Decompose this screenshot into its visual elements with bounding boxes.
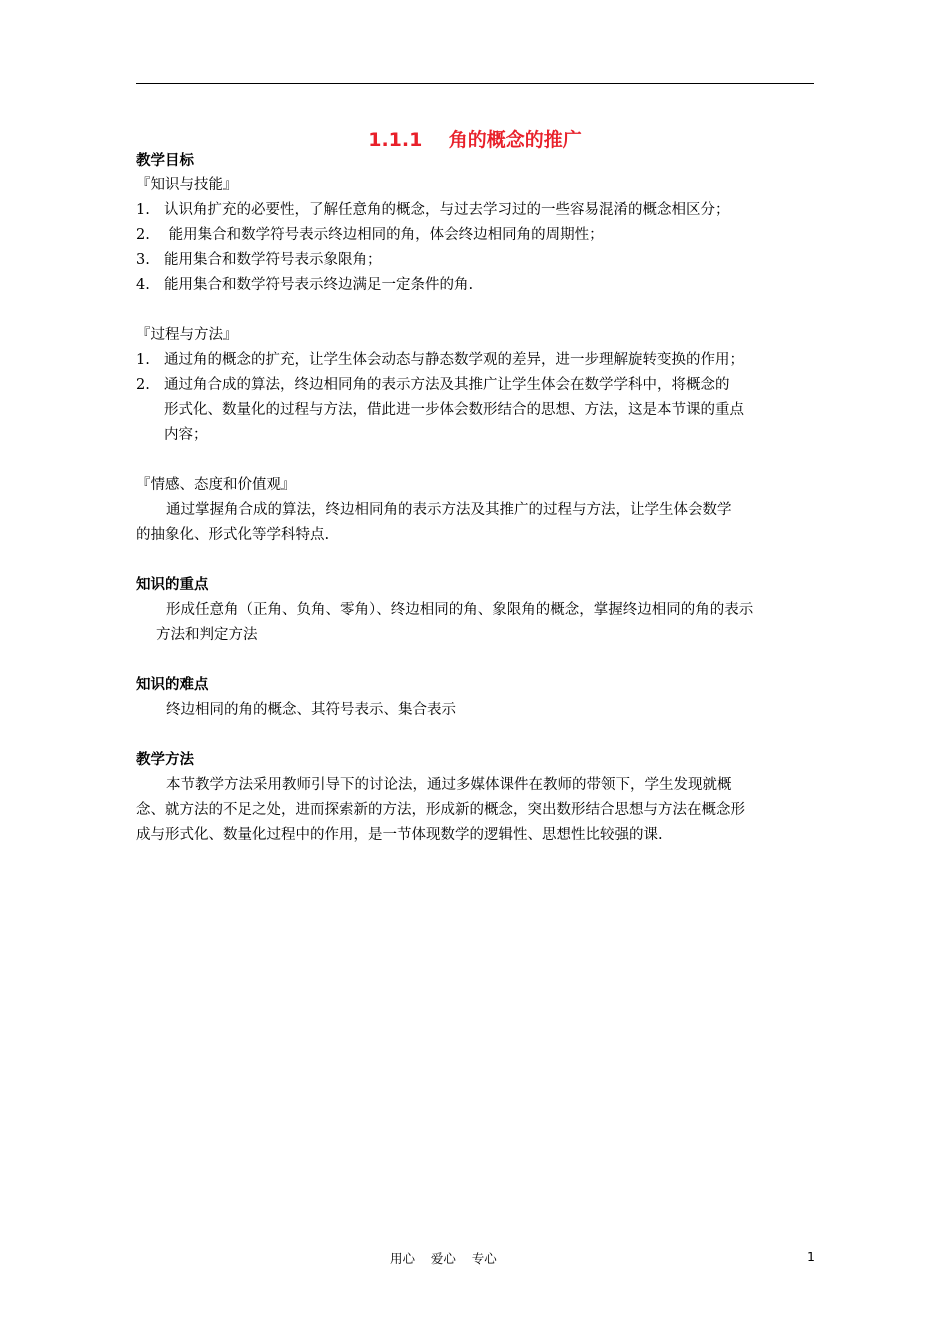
knowledge-item [136,225,604,245]
page-footer: 用心 爱心 专心 [390,1251,497,1266]
page-title: 1.1.1 角的概念的推广 [368,129,582,151]
item-text: 能用集合和数学符号表示象限角； [164,252,382,268]
key-points-line: 形成任意角（正角、负角、零角）、终边相同的角、象限角的概念，掌握终边相同的角的表示 [166,602,754,618]
emotion-paragraph-line: 通过掌握角合成的算法，终边相同角的表示方法及其推广的过程与方法，让学生体会数学 [166,502,732,518]
process-item-continuation: 形式化、数量化的过程与方法，借此进一步体会数形结合的思想、方法，这是本节课的重点 [164,402,744,418]
goals-heading: 教学目标 [136,153,194,169]
key-points-line: 方法和判定方法 [156,627,258,643]
process-item [136,375,730,395]
emotion-paragraph-line: 的抽象化、形式化等学科特点. [136,527,330,543]
process-item-continuation: 内容； [164,427,208,443]
item-number: 2. [136,377,150,393]
process-item [136,350,744,370]
item-number: 1. [136,352,150,368]
knowledge-item [136,275,473,295]
knowledge-label: 『知识与技能』 [136,177,238,193]
item-text: 认识角扩充的必要性，了解任意角的概念，与过去学习过的一些容易混淆的概念相区分； [164,202,730,218]
item-number: 2. [136,227,150,243]
header-rule [136,83,814,84]
item-text: 通过角的概念的扩充，让学生体会动态与静态数学观的差异，进一步理解旋转变换的作用； [164,352,744,368]
difficulties-line: 终边相同的角的概念、其符号表示、集合表示 [166,702,456,718]
knowledge-item [136,200,730,220]
emotion-label: 『情感、态度和价值观』 [136,477,296,493]
item-text: 通过角合成的算法，终边相同角的表示方法及其推广让学生体会在数学学科中，将概念的 [164,377,730,393]
method-line: 本节教学方法采用教师引导下的讨论法，通过多媒体课件在教师的带领下，学生发现就概 [166,777,732,793]
method-line: 念、就方法的不足之处，进而探索新的方法，形成新的概念，突出数形结合思想与方法在概念形 [136,802,745,818]
process-label: 『过程与方法』 [136,327,238,343]
item-text: 能用集合和数学符号表示终边满足一定条件的角. [164,277,474,293]
method-line: 成与形式化、数量化过程中的作用，是一节体现数学的逻辑性、思想性比较强的课. [136,827,663,843]
method-heading: 教学方法 [136,752,194,768]
knowledge-item [136,250,382,270]
item-number: 1. [136,202,150,218]
item-number: 4. [136,277,150,293]
item-number: 3. [136,252,150,268]
key-points-heading: 知识的重点 [136,577,209,593]
page-number: 1 [807,1249,815,1264]
difficulties-heading: 知识的难点 [136,677,209,693]
item-text: 能用集合和数学符号表示终边相同的角，体会终边相同角的周期性； [164,227,604,243]
